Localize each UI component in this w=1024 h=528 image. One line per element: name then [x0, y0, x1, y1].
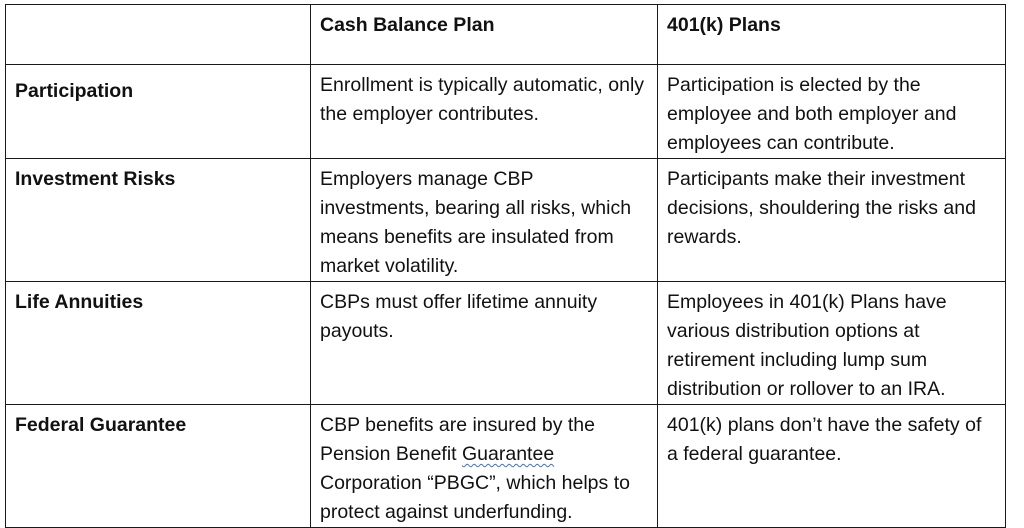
cell-cbp-participation: Enrollment is typically automatic, only the employer contributes. [311, 65, 658, 159]
header-cell-empty [6, 5, 311, 65]
header-row [6, 5, 1006, 65]
cbp-federal-text-part2: Corporation “PBGC”, which helps to protect against underfunding. [320, 472, 630, 523]
header-cell-cash-balance-plan: Cash Balance Plan [311, 5, 658, 65]
row-label-participation: Participation [6, 65, 311, 159]
cbp-federal-text-part1: CBP benefits are insured by the Pension Benefit [320, 414, 595, 465]
cell-cbp-life-annuities: CBPs must offer lifetime annuity payouts. [311, 282, 658, 405]
row-label-federal-guarantee: Federal Guarantee [6, 405, 311, 528]
comparison-table [5, 4, 1006, 528]
table-row-investment-risks [6, 159, 1006, 282]
cell-401k-investment-risks: Participants make their investment decisions, shouldering the risks and rewards. [658, 159, 1006, 282]
cell-401k-participation: Participation is elected by the employee and both employer and employees can contribute. [658, 65, 1006, 159]
cell-cbp-federal-guarantee [311, 405, 658, 528]
table-row-federal-guarantee [6, 405, 1006, 528]
table-row-participation [6, 65, 1006, 159]
row-label-life-annuities: Life Annuities [6, 282, 311, 405]
table-row-life-annuities [6, 282, 1006, 405]
cell-cbp-investment-risks: Employers manage CBP investments, bearing all risks, which means benefits are insulated from market volatility. [311, 159, 658, 282]
header-cell-401k-plans: 401(k) Plans [658, 5, 1006, 65]
spellcheck-squiggle-word: Guarantee [462, 443, 555, 465]
row-label-investment-risks: Investment Risks [6, 159, 311, 282]
cell-401k-life-annuities: Employees in 401(k) Plans have various distribution options at retirement including lump sum distribution or rollover to an IRA. [658, 282, 1006, 405]
cell-401k-federal-guarantee: 401(k) plans don’t have the safety of a federal guarantee. [658, 405, 1006, 528]
